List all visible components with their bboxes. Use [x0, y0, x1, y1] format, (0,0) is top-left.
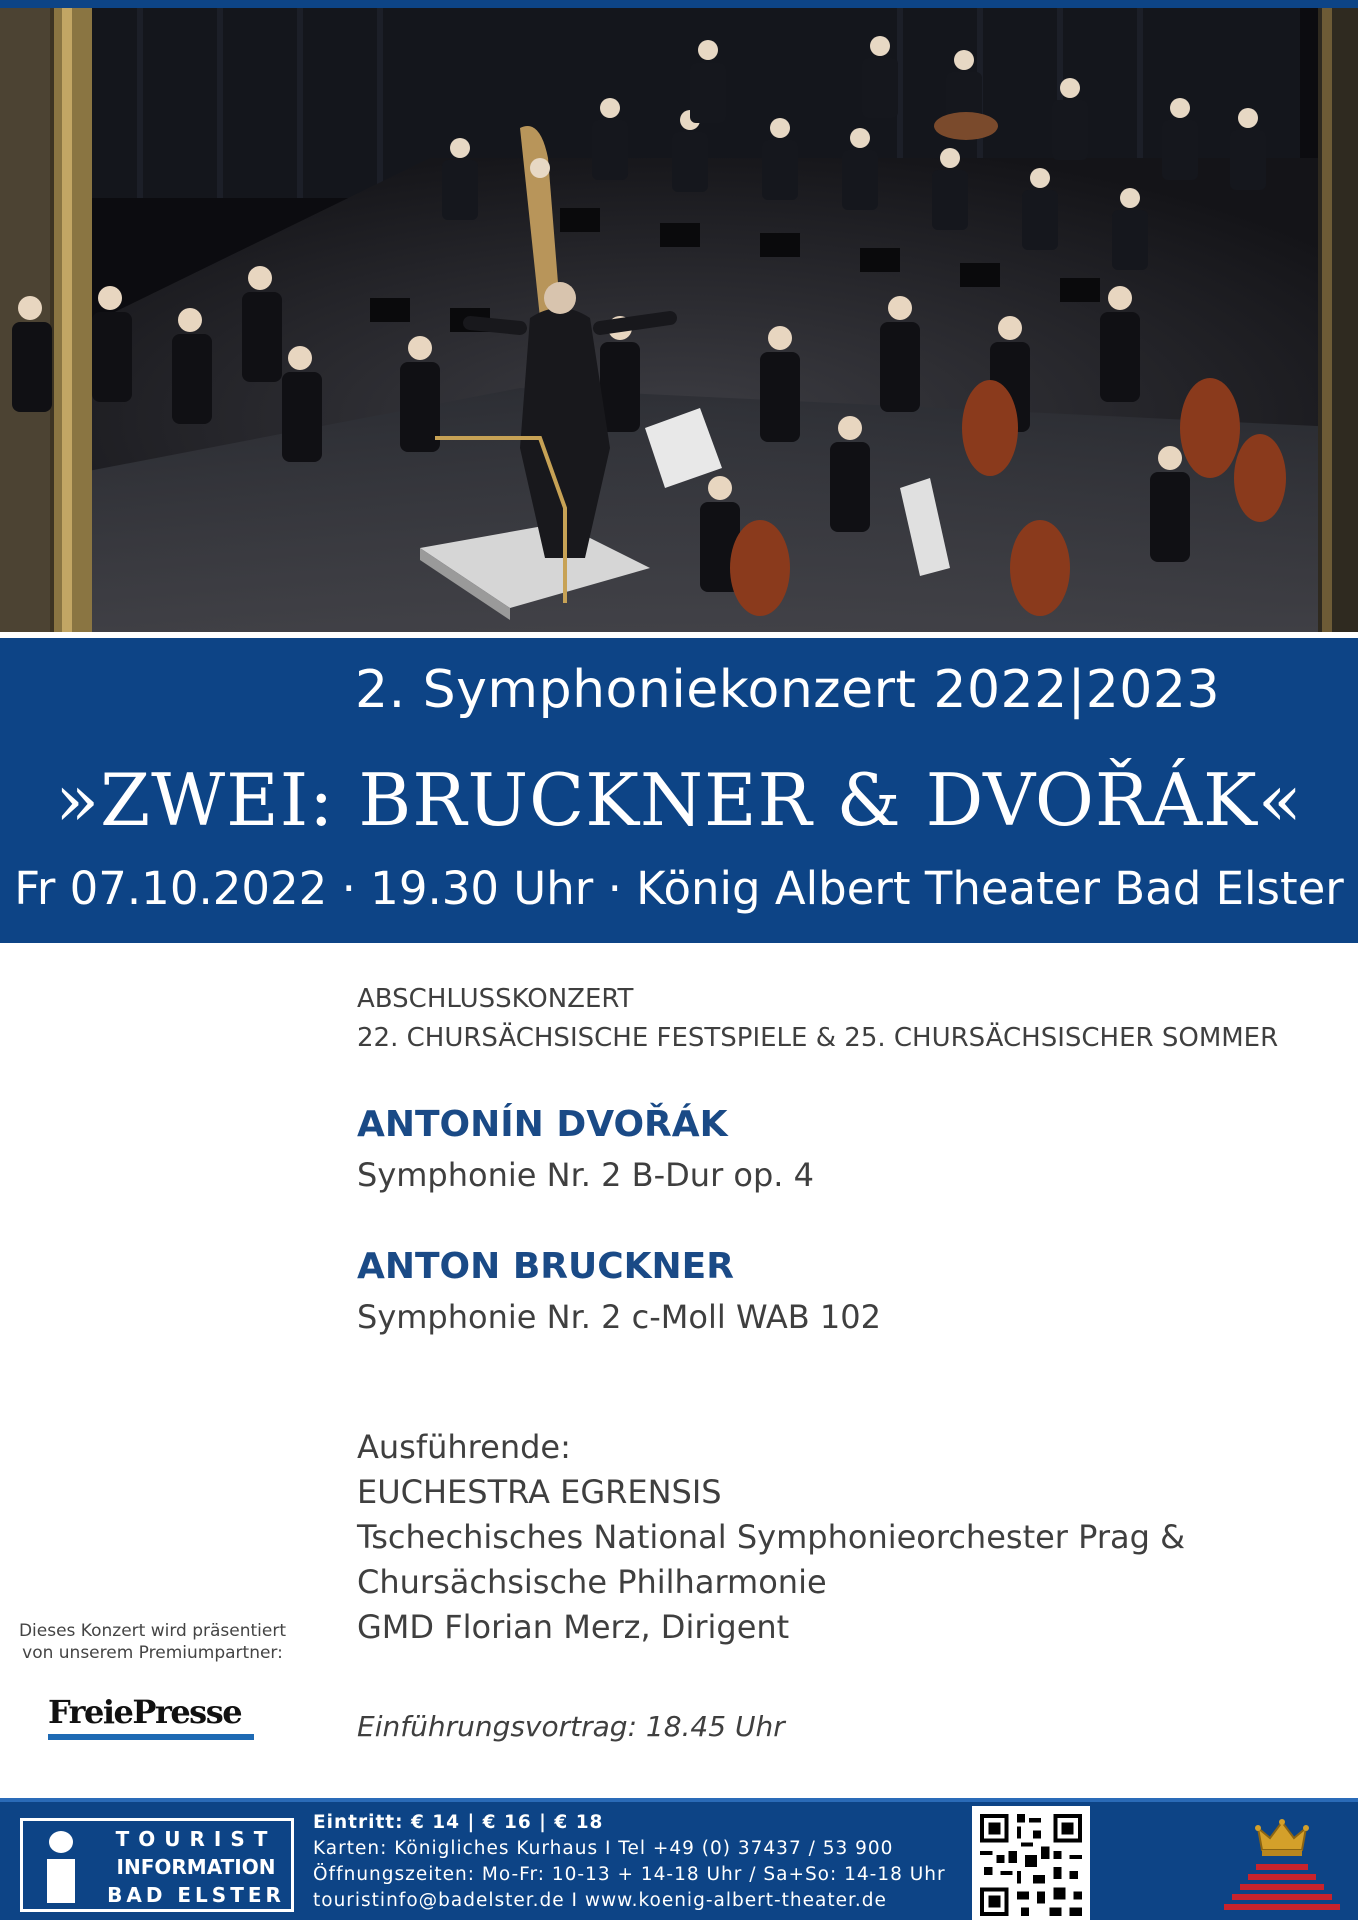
intro-talk: Einführungsvortrag: 18.45 Uhr: [357, 1710, 785, 1743]
sponsor-logo-text: FreiePresse: [48, 1693, 242, 1731]
opening-hours: Öffnungszeiten: Mo-Fr: 10-13 + 14-18 Uhr / Sa+So: 14-18 Uhr: [313, 1864, 946, 1885]
tourist-information-logo: [20, 1818, 294, 1912]
program-section: [357, 980, 1317, 1743]
performer: Tschechisches National Symphonieorchester Prag &: [357, 1518, 1186, 1556]
orchestra-photo-illustration: [0, 8, 1358, 632]
sponsor-note: [10, 1620, 295, 1664]
footer-bar: [0, 1798, 1358, 1920]
ticket-info: [313, 1810, 946, 1914]
sponsor-logo-underline: [48, 1734, 254, 1740]
work-title: Symphonie Nr. 2 c-Moll WAB 102: [357, 1298, 881, 1336]
composer-name: ANTON BRUCKNER: [357, 1246, 734, 1287]
qr-code-icon[interactable]: [972, 1806, 1090, 1920]
top-strip: [0, 0, 1358, 8]
title-banner: [0, 638, 1358, 943]
work-title: Symphonie Nr. 2 B-Dur op. 4: [357, 1156, 814, 1194]
freie-presse-logo: [48, 1693, 256, 1741]
crown-logo-icon: [1222, 1810, 1342, 1920]
composer-name: ANTONÍN DVOŘÁK: [357, 1104, 728, 1145]
performers-heading: Ausführende:: [357, 1428, 571, 1466]
performer: GMD Florian Merz, Dirigent: [357, 1608, 790, 1646]
performer: EUCHESTRA EGRENSIS: [357, 1473, 722, 1511]
performer: Chursächsische Philharmonie: [357, 1563, 827, 1601]
orchestra-photo: [0, 8, 1358, 632]
tourist-line: TOURIST: [115, 1827, 277, 1851]
tourist-line: BAD ELSTER: [107, 1883, 285, 1907]
program-eyebrow-2: 22. CHURSÄCHSISCHE FESTSPIELE & 25. CHURSÄCHSISCHER SOMMER: [357, 1023, 1279, 1053]
contact-links[interactable]: touristinfo@badelster.de I www.koenig-albert-theater.de: [313, 1890, 887, 1911]
concert-subtitle: 2. Symphoniekonzert 2022|2023: [355, 660, 1221, 720]
concert-date-venue: Fr 07.10.2022 · 19.30 Uhr · König Albert Theater Bad Elster: [14, 862, 1344, 915]
ticket-prices: Eintritt: € 14 | € 16 | € 18: [313, 1812, 604, 1833]
tourist-line: INFORMATION: [116, 1855, 276, 1879]
performers-list: [357, 1425, 1185, 1650]
info-icon: [37, 1829, 87, 1903]
sponsor-line: von unserem Premiumpartner:: [22, 1643, 283, 1663]
ticket-office: Karten: Königliches Kurhaus I Tel +49 (0) 37437 / 53 900: [313, 1838, 894, 1859]
program-eyebrow-1: ABSCHLUSSKONZERT: [357, 984, 634, 1014]
sponsor-line: Dieses Konzert wird präsentiert: [18, 1621, 287, 1641]
concert-title: »ZWEI: BRUCKNER & DVOŘÁK«: [55, 758, 1303, 842]
tourist-information-text: [103, 1825, 289, 1909]
